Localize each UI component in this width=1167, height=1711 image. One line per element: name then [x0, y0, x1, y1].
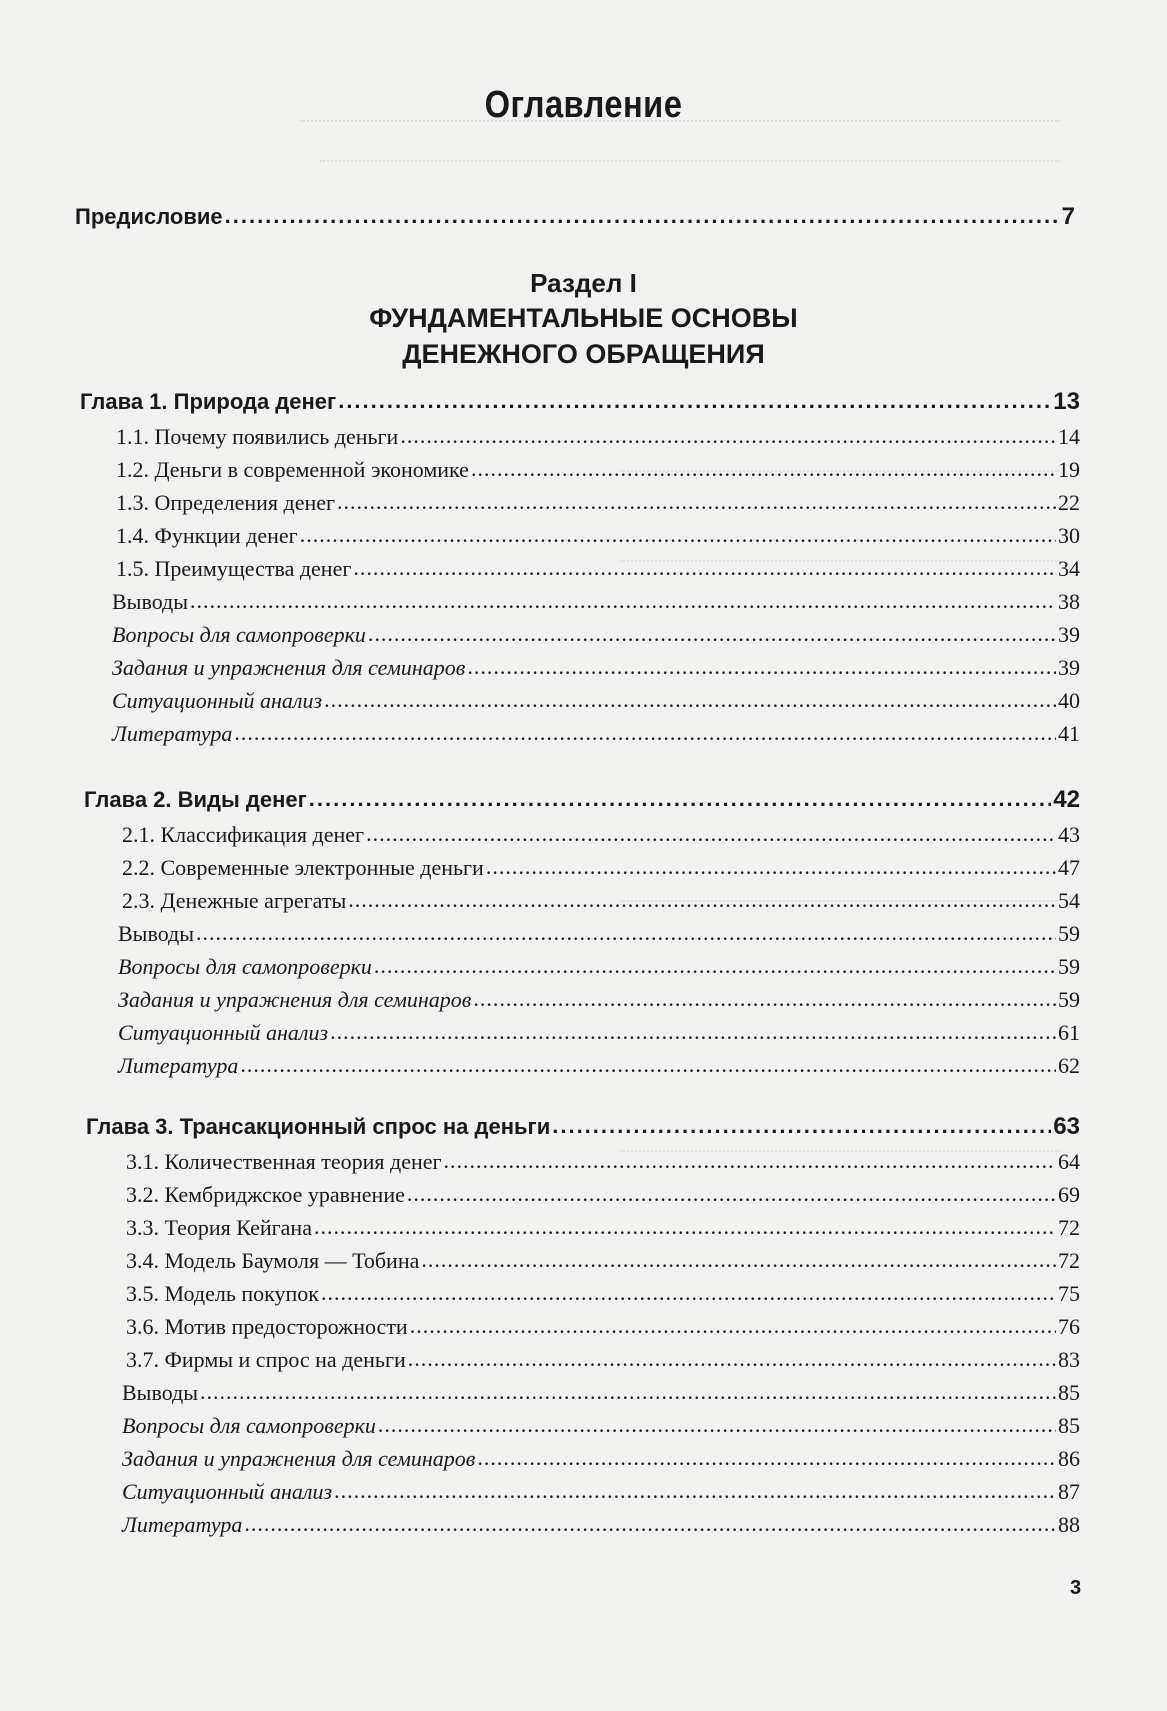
toc-entry-label: 1.3. Определения денег	[116, 490, 336, 515]
toc-entry[interactable]	[116, 521, 1080, 551]
toc-entry[interactable]	[112, 620, 1080, 650]
toc-entry-label: Литература	[122, 1512, 243, 1537]
toc-chapter[interactable]	[86, 1112, 1080, 1142]
toc-entry[interactable]	[122, 853, 1080, 883]
toc-entry[interactable]	[112, 719, 1080, 749]
page-number: 3	[1070, 1577, 1082, 1599]
toc-entry-label: Литература	[118, 1053, 239, 1078]
toc-entry[interactable]	[118, 1051, 1080, 1081]
toc-entry[interactable]	[126, 1213, 1080, 1243]
toc-entry[interactable]	[118, 919, 1080, 949]
toc-entry-page: 39	[1058, 622, 1080, 647]
bleed-through-texture	[320, 160, 1060, 168]
toc-entry-label: 2.1. Классификация денег	[122, 822, 365, 847]
toc-entry[interactable]	[116, 455, 1080, 485]
section-title-line1: ФУНДАМЕНТАЛЬНЫЕ ОСНОВЫ	[369, 303, 798, 333]
toc-entry-page: 7	[1061, 203, 1075, 230]
toc-entry-page: 39	[1058, 655, 1080, 680]
leader-dots	[190, 586, 1056, 616]
toc-entry[interactable]	[112, 653, 1080, 683]
toc-entry-label: Выводы	[118, 921, 195, 946]
toc-entry-label: Задания и упражнения для семинаров	[118, 987, 472, 1012]
toc-entry[interactable]	[122, 1510, 1080, 1540]
toc-entry-label: 1.4. Функции денег	[116, 523, 298, 548]
toc-entry-label: Литература	[112, 721, 233, 746]
leader-dots	[334, 1476, 1056, 1506]
toc-entry-label: 3.6. Мотив предосторожности	[126, 1314, 408, 1339]
toc-entry-label: Предисловие	[75, 204, 223, 229]
leader-dots	[324, 685, 1056, 715]
leader-dots	[408, 1344, 1056, 1374]
toc-entry-label: Ситуационный анализ	[112, 688, 323, 713]
leader-dots	[244, 1509, 1056, 1539]
toc-entry-page: 38	[1058, 589, 1080, 614]
toc-entry-label: 3.3. Теория Кейгана	[126, 1215, 312, 1240]
leader-dots	[225, 201, 1060, 231]
leader-dots	[400, 421, 1056, 451]
toc-entry-label: Вопросы для самопроверки	[122, 1413, 376, 1438]
toc-entry[interactable]	[122, 1477, 1080, 1507]
toc-entry-label: Задания и упражнения для семинаров	[122, 1446, 476, 1471]
toc-entry[interactable]	[126, 1147, 1080, 1177]
leader-dots	[234, 718, 1056, 748]
leader-dots	[410, 1311, 1056, 1341]
toc-entry-label: Выводы	[112, 589, 189, 614]
toc-entry-page: 63	[1053, 1113, 1080, 1140]
toc-entry-page: 86	[1058, 1446, 1080, 1471]
leader-dots	[407, 1179, 1056, 1209]
toc-chapter[interactable]	[80, 387, 1080, 417]
toc-entry-page: 59	[1058, 921, 1080, 946]
leader-dots	[314, 1212, 1056, 1242]
leader-dots	[467, 652, 1056, 682]
leader-dots	[471, 454, 1056, 484]
toc-entry-label: 2.2. Современные электронные деньги	[122, 855, 484, 880]
leader-dots	[368, 619, 1056, 649]
toc-entry-label: 3.7. Фирмы и спрос на деньги	[126, 1347, 406, 1372]
leader-dots	[444, 1146, 1056, 1176]
leader-dots	[473, 984, 1056, 1014]
toc-entry[interactable]	[122, 1378, 1080, 1408]
toc-entry-page: 87	[1058, 1479, 1080, 1504]
toc-entry-page: 83	[1058, 1347, 1080, 1372]
toc-entry-page: 59	[1058, 987, 1080, 1012]
toc-entry-label: 3.4. Модель Баумоля — Тобина	[126, 1248, 420, 1273]
toc-entry-page: 19	[1058, 457, 1080, 482]
toc-chapter[interactable]	[84, 785, 1080, 815]
toc-entry[interactable]	[118, 985, 1080, 1015]
toc-entry[interactable]	[118, 1018, 1080, 1048]
leader-dots	[338, 386, 1051, 416]
toc-entry-page: 47	[1058, 855, 1080, 880]
leader-dots	[337, 487, 1056, 517]
toc-entry[interactable]	[126, 1246, 1080, 1276]
leader-dots	[300, 520, 1056, 550]
leader-dots	[366, 819, 1056, 849]
leader-dots	[477, 1443, 1056, 1473]
toc-entry-page: 72	[1058, 1215, 1080, 1240]
leader-dots	[309, 784, 1052, 814]
toc-entry-page: 40	[1058, 688, 1080, 713]
toc-entry-label: 1.2. Деньги в современной экономике	[116, 457, 469, 482]
toc-entry-page: 72	[1058, 1248, 1080, 1273]
toc-entry-page: 41	[1058, 721, 1080, 746]
toc-entry[interactable]	[122, 820, 1080, 850]
toc-entry-label: Задания и упражнения для семинаров	[112, 655, 466, 680]
toc-entry[interactable]	[122, 1444, 1080, 1474]
toc-entry-label: 3.2. Кембриджское уравнение	[126, 1182, 405, 1207]
leader-dots	[330, 1017, 1056, 1047]
section-title-line2: ДЕНЕЖНОГО ОБРАЩЕНИЯ	[402, 339, 765, 369]
toc-entry[interactable]	[122, 886, 1080, 916]
toc-entry-page: 30	[1058, 523, 1080, 548]
toc-entry-page: 88	[1058, 1512, 1080, 1537]
leader-dots	[486, 852, 1056, 882]
toc-entry-page: 54	[1058, 888, 1080, 913]
toc-entry-page: 69	[1058, 1182, 1080, 1207]
leader-dots	[321, 1278, 1056, 1308]
toc-entry-page: 34	[1058, 556, 1080, 581]
toc-entry[interactable]	[122, 1411, 1080, 1441]
toc-entry-label: 3.1. Количественная теория денег	[126, 1149, 442, 1174]
toc-entry[interactable]	[126, 1279, 1080, 1309]
toc-entry[interactable]	[126, 1312, 1080, 1342]
toc-entry-label: Глава 2. Виды денег	[84, 787, 307, 812]
page-title: Оглавление	[484, 84, 683, 126]
toc-entry-page: 85	[1058, 1380, 1080, 1405]
toc-entry-label: Вопросы для самопроверки	[118, 954, 372, 979]
toc-entry-page: 61	[1058, 1020, 1080, 1045]
toc-entry-label: Выводы	[122, 1380, 199, 1405]
toc-entry-page: 14	[1058, 424, 1080, 449]
toc-entry-page: 75	[1058, 1281, 1080, 1306]
toc-entry-label: 1.1. Почему появились деньги	[116, 424, 399, 449]
leader-dots	[200, 1377, 1056, 1407]
toc-entry-page: 43	[1058, 822, 1080, 847]
toc-preface[interactable]	[75, 202, 1075, 232]
toc-entry-label: Ситуационный анализ	[118, 1020, 329, 1045]
toc-entry[interactable]	[112, 587, 1080, 617]
leader-dots	[421, 1245, 1056, 1275]
leader-dots	[196, 918, 1056, 948]
toc-entry-label: Ситуационный анализ	[122, 1479, 333, 1504]
toc-entry[interactable]	[116, 422, 1080, 452]
toc-entry-page: 22	[1058, 490, 1080, 515]
toc-entry-page: 59	[1058, 954, 1080, 979]
toc-entry-page: 85	[1058, 1413, 1080, 1438]
toc-entry-page: 42	[1053, 786, 1080, 813]
toc-entry-label: Глава 1. Природа денег	[80, 389, 337, 414]
toc-entry[interactable]	[118, 952, 1080, 982]
leader-dots	[374, 951, 1056, 981]
toc-entry[interactable]	[116, 554, 1080, 584]
leader-dots	[240, 1050, 1056, 1080]
leader-dots	[552, 1111, 1051, 1141]
leader-dots	[353, 553, 1056, 583]
leader-dots	[378, 1410, 1056, 1440]
toc-entry-label: Глава 3. Трансакционный спрос на деньги	[86, 1114, 551, 1139]
toc-entry[interactable]	[116, 488, 1080, 518]
toc-entry-label: 1.5. Преимущества денег	[116, 556, 352, 581]
toc-entry[interactable]	[126, 1180, 1080, 1210]
section-label: Раздел I	[530, 268, 637, 298]
toc-entry-label: 2.3. Денежные агрегаты	[122, 888, 347, 913]
toc-entry[interactable]	[126, 1345, 1080, 1375]
toc-entry[interactable]	[112, 686, 1080, 716]
toc-entry-label: 3.5. Модель покупок	[126, 1281, 319, 1306]
leader-dots	[348, 885, 1056, 915]
toc-entry-page: 62	[1058, 1053, 1080, 1078]
toc-entry-page: 13	[1053, 388, 1080, 415]
toc-entry-label: Вопросы для самопроверки	[112, 622, 366, 647]
toc-entry-page: 76	[1058, 1314, 1080, 1339]
toc-entry-page: 64	[1058, 1149, 1080, 1174]
